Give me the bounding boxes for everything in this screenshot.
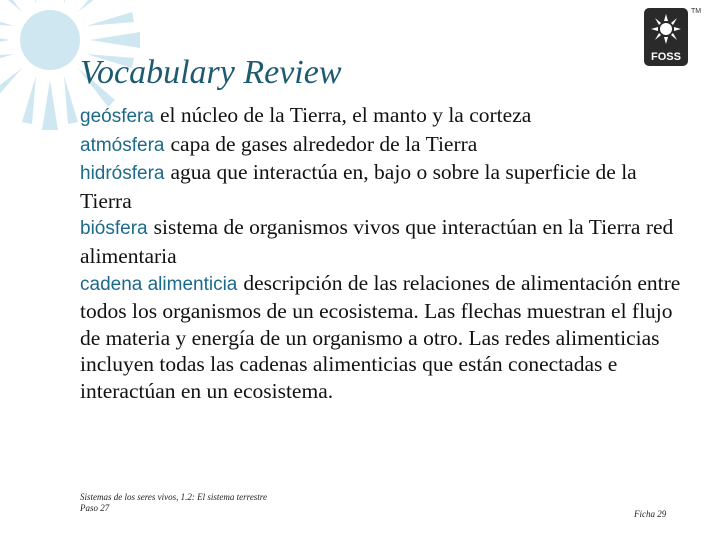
vocab-entry [80,131,690,160]
vocab-definition: agua que interactúa en, bajo o sobre la superficie de la Tierra [80,160,637,213]
vocab-term: atmósfera [80,134,165,156]
footer-source-line: Sistemas de los seres vivos, 1.2: El sistema terrestre [80,492,267,502]
vocab-term: geósfera [80,106,154,127]
vocab-entry [80,214,690,269]
page-number: Ficha 29 [634,509,667,519]
vocab-definition: sistema de organismos vivos que interactúan en la Tierra red alimentaria [80,215,674,268]
page-title: Vocabulary Review [80,54,342,91]
vocab-definition: capa de gases alrededor de la Tierra [170,131,478,156]
footer-source [80,492,267,514]
vocabulary-list [80,102,690,405]
vocab-definition: el núcleo de la Tierra, el manto y la corteza [159,103,532,127]
vocab-term: hidrósfera [80,163,165,185]
vocab-entry [80,102,690,131]
vocab-entry [80,159,690,214]
trademark-mark: TM [691,8,702,15]
footer-step: Paso 27 [80,503,110,513]
vocab-term: biósfera [80,218,148,240]
vocab-term: cadena alimenticia [80,273,238,295]
vocab-entry [80,270,690,405]
foss-logo [644,8,688,66]
vocab-definition: descripción de las relaciones de alimentación entre todos los organismos de un ecosistema. Las flechas muestran el flujo de materia y energía de un organismo a otro. Las redes alimenticias incluyen todas las cadenas alimenticias que están conectadas e interactúan en un ecosistema. [80,270,681,403]
logo-text: FOSS [651,51,681,63]
